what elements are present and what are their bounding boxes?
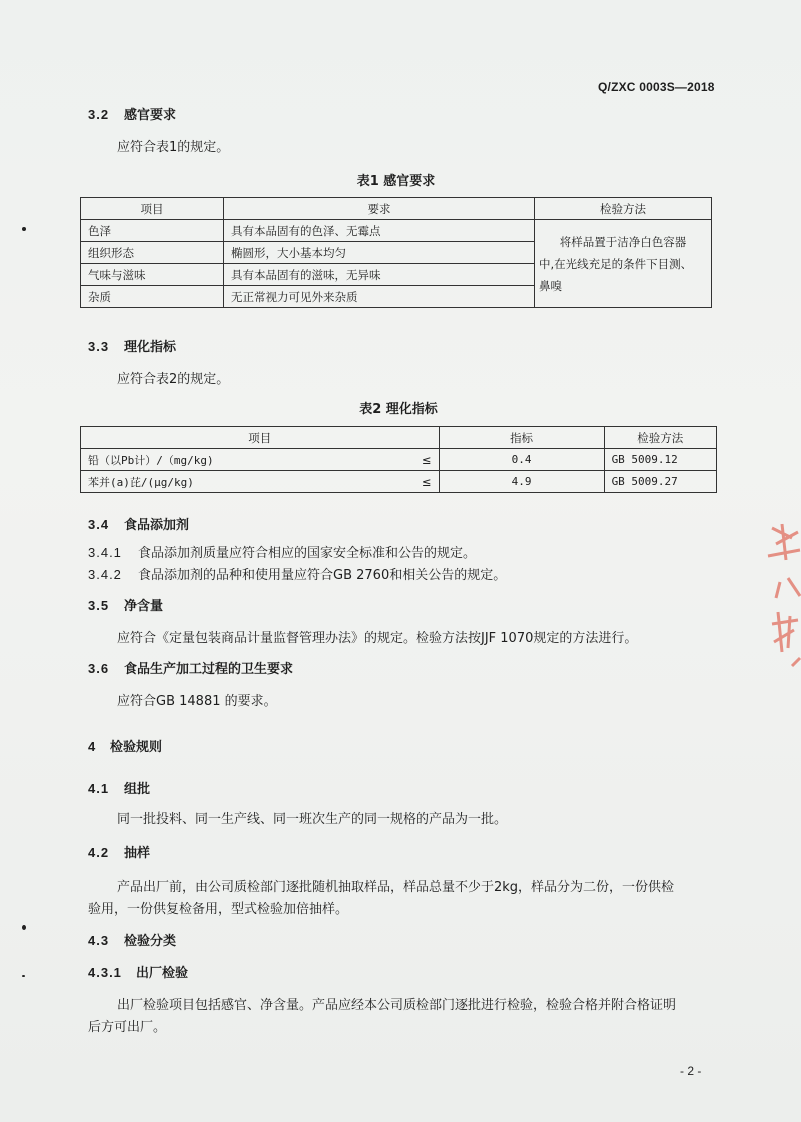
section-4-heading: 4 检验规则 [88, 739, 163, 755]
scan-speck [22, 925, 26, 930]
page-number: - 2 - [680, 1064, 702, 1078]
table2-header-method: 检验方法 [604, 427, 716, 449]
section-4-3-1-heading: 4.3.1 出厂检验 [88, 965, 189, 981]
section-4-1-text: 同一批投料、同一生产线、同一班次生产的同一规格的产品为一批。 [117, 812, 508, 827]
table2-value: 0.4 [439, 449, 604, 471]
table1-requirement: 无正常视力可见外来杂质 [224, 286, 535, 308]
table1-item: 组织形态 [81, 242, 224, 264]
section-3-4-2: 3.4.2 食品添加剂的品种和使用量应符合GB 2760和相关公告的规定。 [88, 567, 507, 583]
table1-requirement: 椭圆形，大小基本均匀 [224, 242, 535, 264]
section-3-3-heading: 3.3 理化指标 [88, 339, 177, 355]
section-3-4-heading: 3.4 食品添加剂 [88, 517, 190, 533]
table1-item: 气味与滋味 [81, 264, 224, 286]
table2-header-indicator: 指标 [439, 427, 604, 449]
table2-caption: 表2 理化指标 [359, 402, 438, 417]
document-number: Q/ZXC 0003S—2018 [598, 80, 715, 94]
table1-item: 杂质 [81, 286, 224, 308]
scan-speck [22, 975, 25, 977]
section-3-2-heading: 3.2 感官要求 [88, 107, 177, 123]
table2-item: 苯并(a)芘/(μg/kg) [81, 471, 411, 493]
section-4-3-1-line2: 后方可出厂。 [88, 1020, 167, 1035]
section-3-5-heading: 3.5 净含量 [88, 598, 164, 614]
table1-method-line: 将样品置于洁净白色容器 [559, 234, 687, 249]
table1-header-item: 项目 [81, 198, 224, 220]
red-seal-stamp-fragment [762, 520, 801, 670]
table2-header-item: 项目 [81, 427, 440, 449]
table1-item: 色泽 [81, 220, 224, 242]
table1-header-method: 检验方法 [535, 198, 712, 220]
table-row [81, 471, 717, 493]
section-4-1-heading: 4.1 组批 [88, 781, 151, 797]
table2-item: 铅（以Pb计）/（mg/kg) [81, 449, 411, 471]
section-4-3-1-line1: 出厂检验项目包括感官、净含量。产品应经本公司质检部门逐批进行检验，检验合格并附合格证明 [117, 998, 677, 1013]
table1-requirement: 具有本品固有的色泽、无霉点 [224, 220, 535, 242]
table2-operator: ≤ [411, 471, 440, 493]
physicochemical-indicators-table [80, 426, 717, 493]
table1-caption: 表1 感官要求 [356, 174, 436, 189]
table-row [81, 449, 717, 471]
table1-method [535, 220, 712, 308]
section-4-2-line2: 验用，一份供复检备用，型式检验加倍抽样。 [88, 902, 349, 917]
section-3-3-text: 应符合表2的规定。 [117, 372, 230, 387]
section-3-2-text: 应符合表1的规定。 [117, 140, 230, 155]
table2-value: 4.9 [439, 471, 604, 493]
table-row [81, 220, 712, 242]
table1-requirement: 具有本品固有的滋味，无异味 [224, 264, 535, 286]
section-3-4-1: 3.4.1 食品添加剂质量应符合相应的国家安全标准和公告的规定。 [88, 545, 477, 561]
table1-method-line: 中,在光线充足的条件下目测、 [539, 256, 693, 271]
section-4-2-heading: 4.2 抽样 [88, 845, 151, 861]
section-3-6-heading: 3.6 食品生产加工过程的卫生要求 [88, 661, 294, 677]
table2-method: GB 5009.27 [604, 471, 716, 493]
section-3-5-text: 应符合《定量包装商品计量监督管理办法》的规定。检验方法按JJF 1070规定的方法进行。 [117, 631, 638, 646]
section-4-3-heading: 4.3 检验分类 [88, 933, 177, 949]
table1-method-line: 鼻嗅 [539, 278, 562, 293]
scan-speck [22, 227, 26, 231]
section-3-6-text: 应符合GB 14881 的要求。 [117, 694, 277, 709]
table2-method: GB 5009.12 [604, 449, 716, 471]
section-4-2-line1: 产品出厂前，由公司质检部门逐批随机抽取样品，样品总量不少于2kg，样品分为二份，一份供检 [117, 880, 675, 895]
table2-operator: ≤ [411, 449, 440, 471]
table1-header-requirement: 要求 [224, 198, 535, 220]
sensory-requirements-table [80, 197, 712, 308]
